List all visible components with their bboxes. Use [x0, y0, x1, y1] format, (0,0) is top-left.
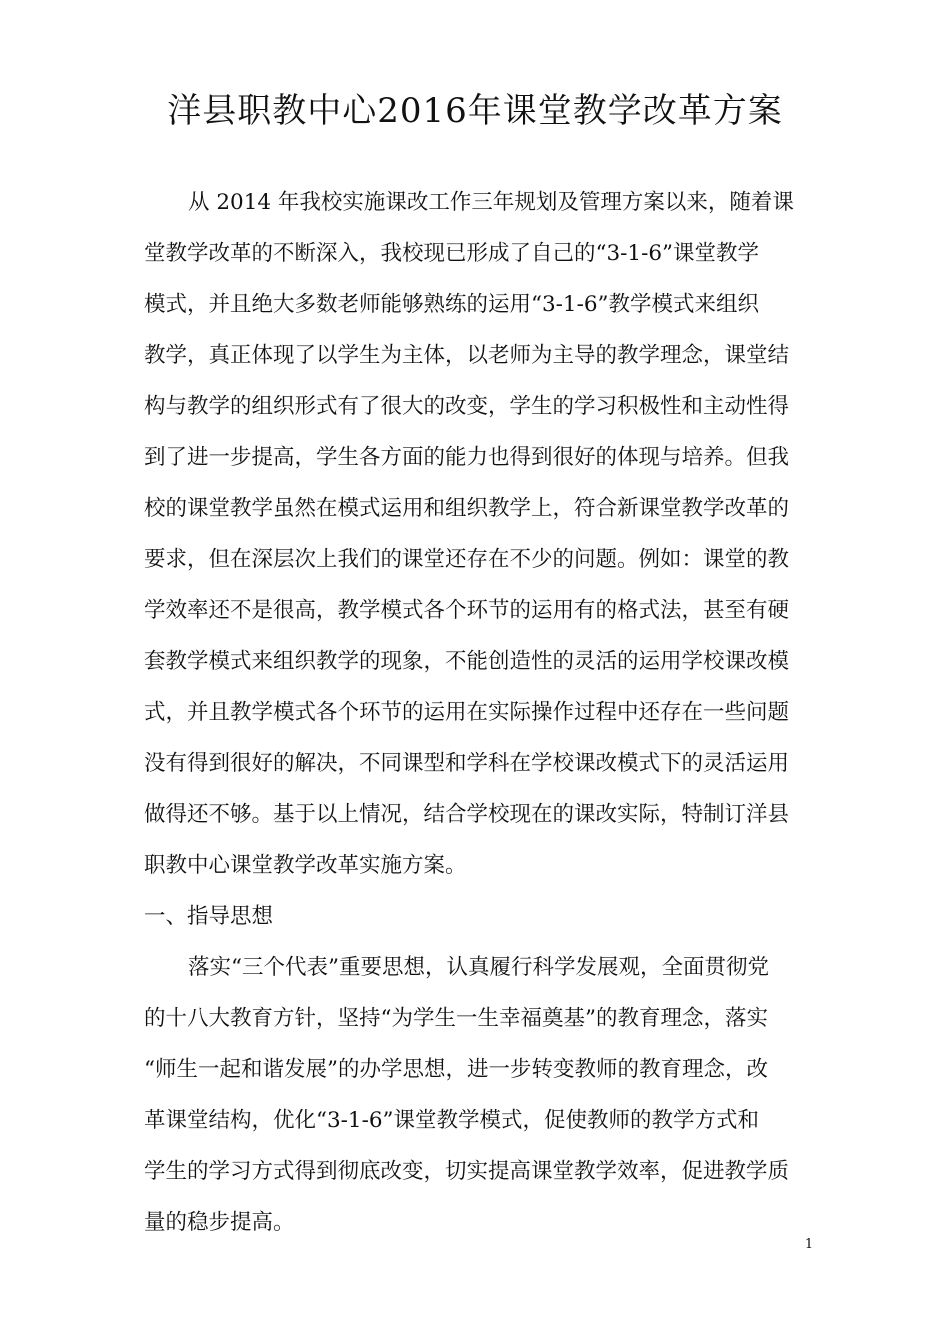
paragraph-line: 的十八大教育方针，坚持“为学生一生幸福奠基”的教育理念，落实 — [144, 1006, 768, 1031]
paragraph-line: “师生一起和谐发展”的办学思想，进一步转变教师的教育理念，改 — [144, 1057, 768, 1082]
paragraph-line: 校的课堂教学虽然在模式运用和组织教学上，符合新课堂教学改革的 — [144, 496, 790, 521]
paragraph-line: 到了进一步提高，学生各方面的能力也得到很好的体现与培养。但我 — [144, 445, 790, 470]
paragraph-line: 做得还不够。基于以上情况，结合学校现在的课改实际，特制订洋县 — [144, 802, 790, 827]
paragraph-line: 堂教学改革的不断深入，我校现已形成了自己的“3-1-6”课堂教学 — [144, 241, 760, 266]
paragraph-line: 学效率还不是很高，教学模式各个环节的运用有的格式法，甚至有硬 — [144, 598, 790, 623]
paragraph-line: 教学，真正体现了以学生为主体，以老师为主导的教学理念，课堂结 — [144, 343, 790, 368]
page-number: 1 — [804, 1237, 814, 1252]
paragraph-line: 要求，但在深层次上我们的课堂还存在不少的问题。例如：课堂的教 — [144, 547, 790, 572]
paragraph-line: 构与教学的组织形式有了很大的改变，学生的学习积极性和主动性得 — [144, 394, 790, 419]
paragraph-line: 量的稳步提高。 — [144, 1210, 295, 1235]
paragraph-line: 学生的学习方式得到彻底改变，切实提高课堂教学效率，促进教学质 — [144, 1159, 790, 1184]
document-body — [144, 177, 808, 1248]
paragraph-line: 式，并且教学模式各个环节的运用在实际操作过程中还存在一些问题 — [144, 700, 790, 725]
paragraph-line: 从 2014 年我校实施课改工作三年规划及管理方案以来，随着课 — [188, 190, 794, 215]
paragraph-line: 职教中心课堂教学改革实施方案。 — [144, 853, 467, 878]
document-title: 洋县职教中心2016年课堂教学改革方案 — [167, 91, 783, 131]
section-heading: 一、指导思想 — [144, 904, 274, 929]
paragraph-line: 套教学模式来组织教学的现象，不能创造性的灵活的运用学校课改模 — [144, 649, 790, 674]
paragraph-line: 革课堂结构，优化“3-1-6”课堂教学模式，促使教师的教学方式和 — [144, 1108, 760, 1133]
paragraph-line: 落实“三个代表”重要思想，认真履行科学发展观，全面贯彻党 — [188, 955, 769, 980]
paragraph-line: 没有得到很好的解决，不同课型和学科在学校课改模式下的灵活运用 — [144, 751, 790, 776]
paragraph-line: 模式，并且绝大多数老师能够熟练的运用“3-1-6”教学模式来组织 — [144, 292, 760, 317]
